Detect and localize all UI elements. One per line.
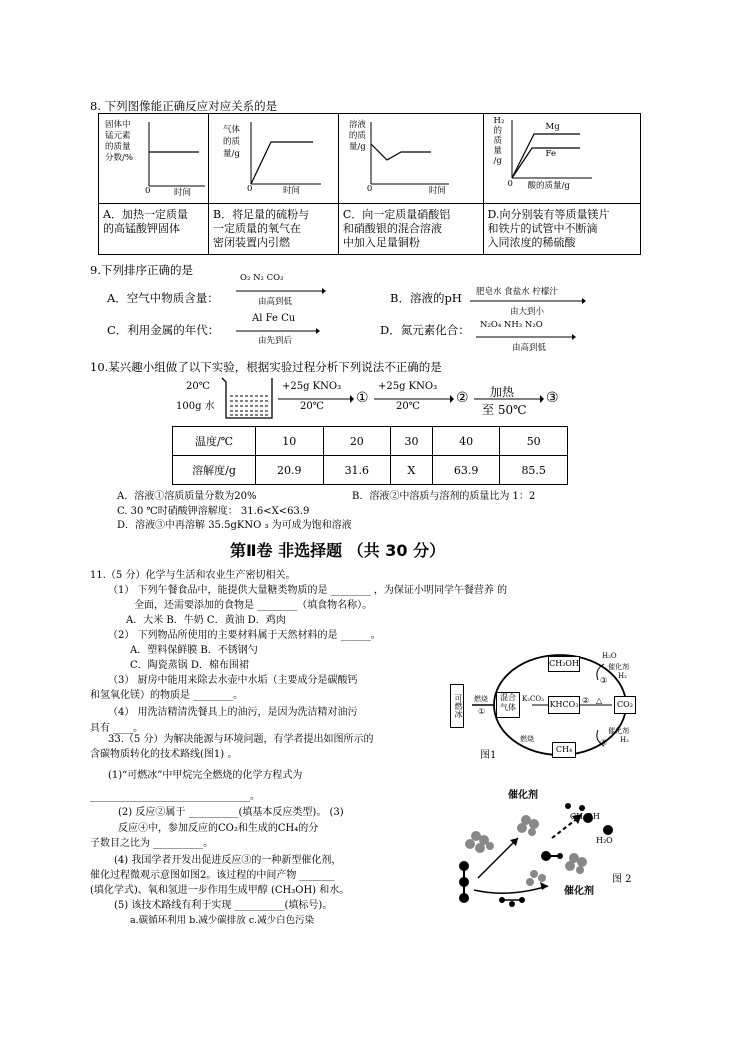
q9-option-b: B．溶液的pH — [390, 291, 462, 305]
q8-graph-a: 固体中 锰元素 的质量 分数/% 0 时间 — [99, 114, 209, 204]
q9-stem: 9.下列排序正确的是 — [90, 263, 193, 277]
q10-option-c: C. 30 ℃时硝酸钾溶解度： 31.6<X<63.9 — [117, 506, 310, 517]
q9-option-c: C．利用金属的年代： — [107, 323, 220, 337]
q8-table — [98, 113, 641, 255]
q10-stem: 10.某兴趣小组做了以下实验，根据实验过程分析下列说法不正确的是 — [90, 360, 442, 374]
q10-option-a: A．溶液①溶质质量分数为20% — [117, 491, 257, 502]
q11-stem: 11.（5 分）化学与生活和农业生产密切相关。 — [90, 570, 296, 581]
q8-option-c: C．向一定质量硝酸铝 和硝酸银的混合溶液 中加入足量铜粉 — [338, 204, 483, 255]
q8-graph-b: 气体 的质 量/g 0 时间 — [209, 114, 339, 204]
q8-option-b: B．将足量的硫粉与 一定质量的氧气在 密闭装置内引燃 — [209, 204, 339, 255]
q10-option-b: B．溶液②中溶质与溶剂的质量比为 1：2 — [352, 491, 536, 502]
q9-option-d: D．氮元素化合： — [380, 323, 470, 337]
section-title: 第Ⅱ卷 非选择题 （共 30 分） — [230, 541, 446, 560]
solubility-table: 温度/℃ 10 20 30 40 50 溶解度/g 20.9 31.6 X 63.9 85.5 — [172, 426, 568, 485]
q8-stem: 8. 下列图像能正确反应对应关系的是 — [90, 99, 278, 113]
q9-option-a: A．空气中物质含量： — [107, 291, 219, 305]
q8-graph-d: H₂ 的 质 量 /g Mg Fe 0 酸的质量/g — [483, 114, 640, 204]
q8-option-d: D.向分别装有等质量镁片 和铁片的试管中不断滴 入同浓度的稀硫酸 — [483, 204, 640, 255]
q8-graph-c: 溶液 的质 量/g 0 时间 — [338, 114, 483, 204]
figure-1-caption: 图1 — [480, 750, 497, 761]
q8-option-a: A．加热一定质量 的高锰酸钾固体 — [99, 204, 209, 255]
beaker-icon — [218, 376, 276, 420]
figure-2: 催化剂 CH₃OH H₂O 催化剂 图 2 — [448, 778, 643, 916]
figure-1: 可燃冰 燃烧 ① 混合气体 K₂CO₃ KHCO₃ ② △ CO₂ CH₃OH H₂O 催化剂 H₂ ③ 燃烧 CH₄ 催化剂 H₂ ④ — [448, 650, 643, 770]
q10-option-d: D．溶液③中再溶解 35.5gKNO ₃ 为可成为饱和溶液 — [117, 520, 352, 531]
